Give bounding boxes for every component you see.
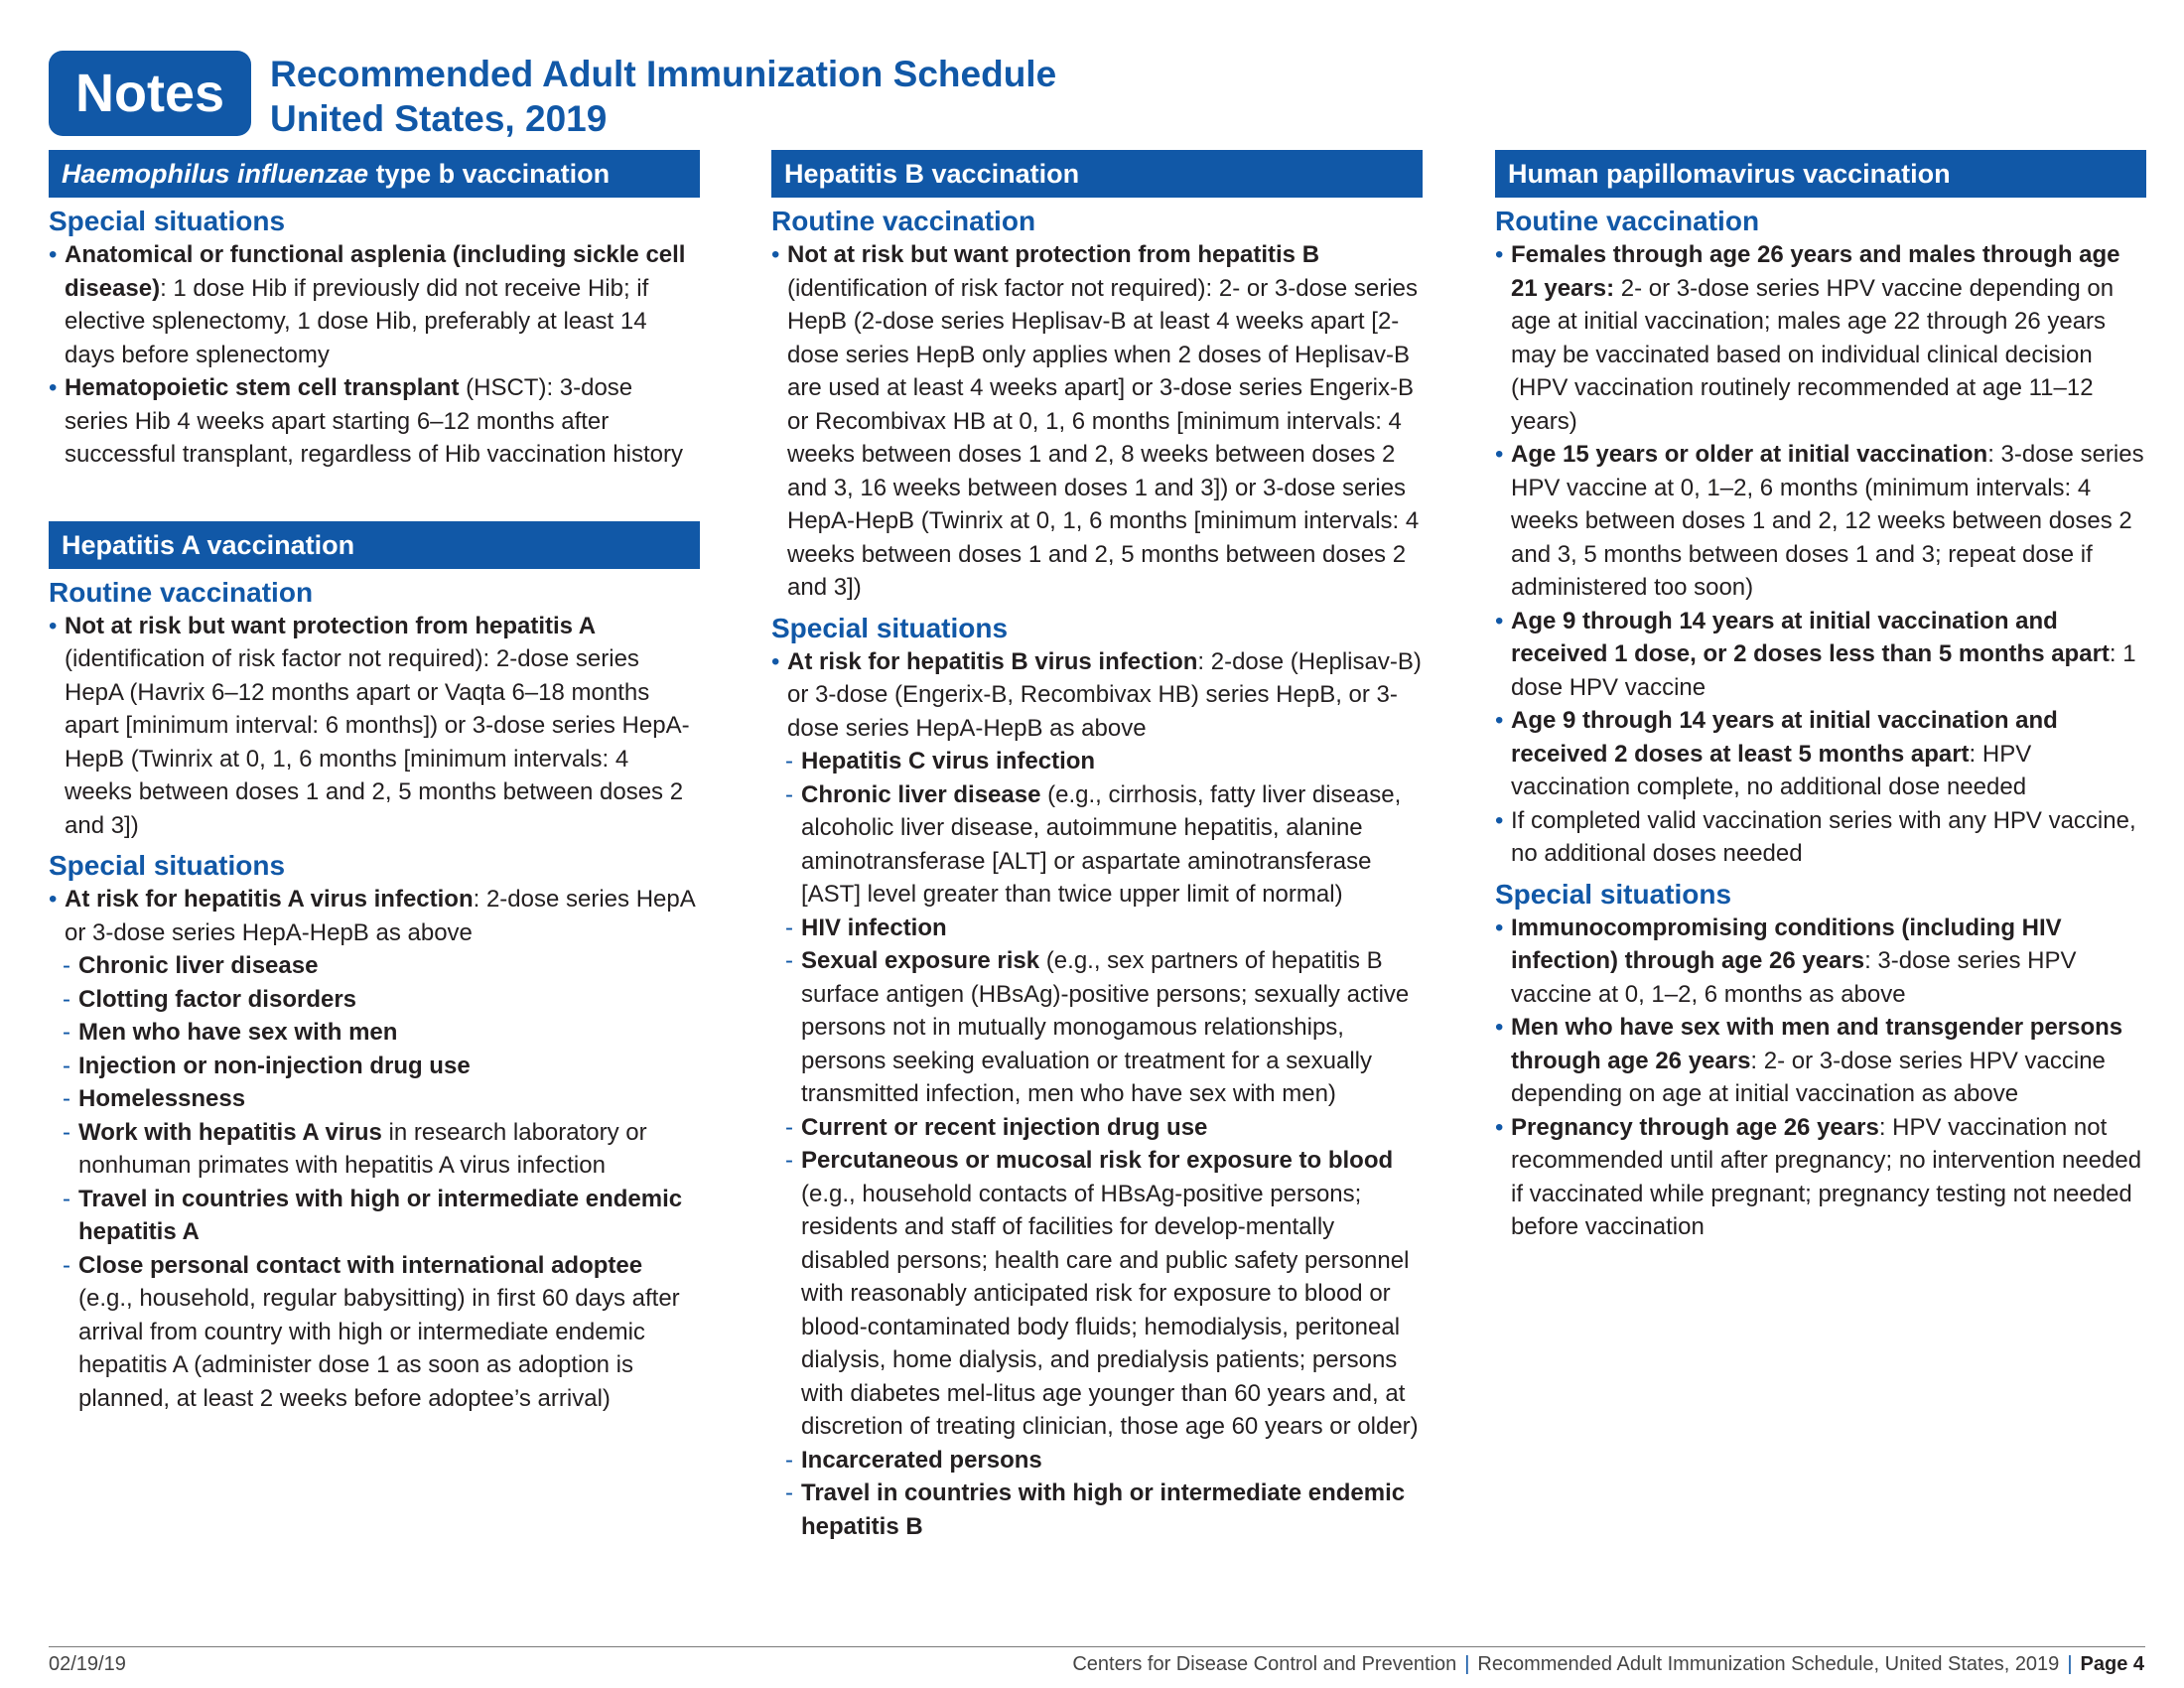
list-item: [1495, 605, 2146, 705]
item-bold-text: Age 15 years or older at initial vaccination: [1511, 441, 1988, 468]
dash-marker: -: [785, 1113, 793, 1141]
sub-list-item: [49, 1249, 700, 1416]
column-3: [1495, 150, 2146, 1244]
sub-list-item: [49, 983, 700, 1017]
bullet-marker: •: [771, 241, 780, 268]
dash-marker: -: [63, 1085, 70, 1112]
title-line-1: Recommended Adult Immunization Schedule: [270, 54, 1057, 94]
list-item: [771, 238, 1423, 605]
item-bold-text: Not at risk but want protection from hepatitis B: [787, 241, 1320, 268]
sub-list-item: [49, 1116, 700, 1183]
item-text: (e.g., household contacts of HBsAg-positive persons; residents and staff of facilities for develop-mentally disabled persons; health care and public safety personnel with reasonably anticipated risk for exposure to blood or blood-contaminated body fluids; hemodialysis, peritoneal dialysis, home dialysis, and predialysis patients; persons with diabetes mel-litus age younger than 60 years and, at discretion of treating clinician, those age 60 years or older): [801, 1180, 1419, 1440]
item-bold-text: At risk for hepatitis A virus infection: [65, 886, 474, 913]
sub-list-item: [49, 1082, 700, 1116]
document-title: [270, 52, 1056, 141]
sub-list-item: [771, 1444, 1423, 1477]
dash-marker: -: [63, 1052, 70, 1079]
section-header: [49, 521, 700, 569]
sub-list-item: [49, 949, 700, 983]
item-text: (HSCT): 3-dose series Hib 4 weeks apart starting 6–12 months after successful transplant, regardless of Hib vaccination history: [65, 374, 683, 468]
bullet-marker: •: [49, 241, 58, 268]
subsection-heading: Special situations: [49, 850, 286, 881]
item-bold-text: Not at risk but want protection from hepatitis A: [65, 612, 597, 639]
section-header: [1495, 150, 2146, 198]
dash-marker: -: [785, 947, 793, 974]
item-bold-text: Close personal contact with international adoptee: [78, 1251, 643, 1279]
list-item: [1495, 704, 2146, 804]
footer-info: [1072, 1653, 2144, 1676]
subsection-heading: Routine vaccination: [771, 206, 1036, 236]
item-text: (e.g., household, regular babysitting) in first 60 days after arrival from country with high or intermediate endemic hepatitis A (administer dose 1 as soon as adoption is planned, at least 2 weeks before adoptee’s arrival): [78, 1285, 680, 1412]
item-text: (identification of risk factor not required): 2-dose series HepA (Havrix 6–12 months apart or Vaqta 6–18 months apart [minimum interval: 6 months]) or 3-dose series HepA-HepB (Twinrix at 0, 1, 6 months [minimum intervals: 4 weeks between doses 1 and 2, 5 months between doses 2 and 3]): [65, 645, 690, 839]
bullet-marker: •: [1495, 1014, 1504, 1041]
list-item: [771, 645, 1423, 746]
section-header-text: Hepatitis A vaccination: [62, 529, 355, 560]
item-bold-text: Clotting factor disorders: [78, 985, 357, 1013]
sub-list-item: [49, 1183, 700, 1249]
section-header: [771, 150, 1423, 198]
title-line-2: United States, 2019: [270, 98, 608, 139]
list-item: [1495, 1011, 2146, 1111]
item-text: in research laboratory or nonhuman primates with hepatitis A virus infection: [78, 1118, 647, 1179]
dash-marker: -: [63, 952, 70, 979]
section-header-italic: Haemophilus influenzae: [62, 159, 369, 189]
item-text: (e.g., sex partners of hepatitis B surface antigen (HBsAg)-positive persons; sexually active persons not in mutually monogamous relationships, persons seeking evaluation or treatment for a sexually transmitted infection, men who have sex with men): [801, 947, 1410, 1107]
column-1: [49, 150, 700, 1415]
item-bold-text: Females through age 26 years and males through age 21 years:: [1511, 241, 2120, 302]
subsection-heading: Routine vaccination: [1495, 206, 1760, 236]
bullet-marker: •: [49, 886, 58, 913]
item-bold-text: Anatomical or functional asplenia (including sickle cell disease): [65, 241, 686, 302]
item-bold-text: Homelessness: [78, 1085, 246, 1112]
section-spacer: [49, 472, 700, 521]
item-bold-text: Incarcerated persons: [801, 1446, 1042, 1474]
dash-marker: -: [63, 985, 70, 1013]
bullet-marker: •: [1495, 914, 1504, 941]
dash-marker: -: [63, 1019, 70, 1046]
footer-divider: [49, 1646, 2145, 1647]
item-bold-text: At risk for hepatitis B virus infection: [787, 647, 1198, 675]
notes-badge: Notes: [49, 51, 251, 136]
item-text: 2- or 3-dose series HPV vaccine depending on age at initial vaccination; males age 22 through 26 years may be vaccinated based on individual clinical decision (HPV vaccination routinely recommended at age 11–12 years): [1511, 274, 2115, 435]
subsection-heading: Special situations: [1495, 878, 1732, 910]
footer-org: Centers for Disease Control and Prevention: [1072, 1653, 1457, 1675]
sub-list-item: [771, 1477, 1423, 1543]
dash-marker: -: [63, 1118, 70, 1146]
item-text: : 2-dose (Heplisav-B) or 3-dose (Engerix-B, Recombivax HB) series HepB, or 3-dose series HepA-HepB as above: [787, 647, 1422, 742]
section-header-text: type b vaccination: [368, 159, 611, 189]
item-bold-text: Immunocompromising conditions (including HIV infection) through age 26 years: [1511, 914, 2062, 974]
dash-marker: -: [63, 1251, 70, 1279]
item-bold-text: Percutaneous or mucosal risk for exposure to blood: [801, 1147, 1394, 1174]
list-item: [49, 238, 700, 371]
item-bold-text: Hematopoietic stem cell transplant: [65, 374, 460, 401]
list-item: [1495, 238, 2146, 438]
footer-date: 02/19/19: [49, 1653, 126, 1675]
dash-marker: -: [785, 780, 793, 808]
dash-marker: -: [785, 914, 793, 941]
sub-list-item: [771, 1111, 1423, 1145]
item-text: (identification of risk factor not required): 2- or 3-dose series HepB (2-dose series Heplisav-B at least 4 weeks apart [2-dose series HepB only applies when 2 doses of Heplisav-B are used at least 4 weeks apart] or 3-dose series Engerix-B or Recombivax HB at 0, 1, 6 months [minimum intervals: 4 weeks between doses 1 and 2, 8 weeks between doses 2 and 3, 16 weeks between doses 1 and 3]) or 3-dose series HepA-HepB (Twinrix at 0, 1, 6 months [minimum intervals: 4 weeks between doses 1 and 2, 5 months between doses 2 and 3]): [787, 274, 1420, 601]
item-bold-text: Injection or non-injection drug use: [78, 1052, 471, 1079]
footer-page-number: Page 4: [2080, 1653, 2144, 1675]
sub-list-item: [771, 944, 1423, 1111]
list-item: [1495, 1111, 2146, 1244]
bullet-marker: •: [1495, 707, 1504, 734]
list-item: [1495, 438, 2146, 605]
item-bold-text: Chronic liver disease: [801, 780, 1041, 808]
item-bold-text: Current or recent injection drug use: [801, 1113, 1208, 1141]
bullet-marker: •: [1495, 441, 1504, 468]
bullet-marker: •: [1495, 241, 1504, 268]
item-text: : 1 dose HPV vaccine: [1511, 640, 2136, 701]
footer-separator: |: [2067, 1653, 2073, 1675]
list-item: [1495, 804, 2146, 871]
item-text: : 3-dose series HPV vaccine at 0, 1–2, 6 months as above: [1511, 947, 2077, 1008]
dash-marker: -: [785, 1446, 793, 1474]
section-header-text: Human papillomavirus vaccination: [1508, 159, 1951, 189]
list-item: [49, 883, 700, 949]
footer-separator: |: [1464, 1653, 1470, 1675]
sub-list-item: [771, 778, 1423, 912]
bullet-marker: •: [1495, 607, 1504, 634]
item-text: : HPV vaccination not recommended until after pregnancy; no intervention needed if vaccinated while pregnant; pregnancy testing not needed before vaccination: [1511, 1113, 2142, 1240]
bullet-marker: •: [49, 374, 58, 401]
item-text: : 2- or 3-dose series HPV vaccine depending on age at initial vaccination as above: [1511, 1047, 2106, 1107]
dash-marker: -: [785, 1147, 793, 1174]
item-bold-text: Pregnancy through age 26 years: [1511, 1113, 1879, 1141]
footer-doc-title: Recommended Adult Immunization Schedule, United States, 2019: [1477, 1653, 2060, 1675]
item-bold-text: Travel in countries with high or intermediate endemic hepatitis A: [78, 1185, 683, 1245]
sub-list-item: [49, 1050, 700, 1083]
list-item: [49, 371, 700, 472]
item-text: : 1 dose Hib if previously did not receive Hib; if elective splenectomy, 1 dose Hib, preferably at least 14 days before splenectomy: [65, 274, 649, 368]
item-bold-text: Chronic liver disease: [78, 952, 319, 979]
bullet-marker: •: [771, 647, 780, 675]
bullet-marker: •: [1495, 806, 1504, 834]
item-bold-text: Men who have sex with men and transgender persons through age 26 years: [1511, 1014, 2123, 1074]
sub-list-item: [771, 1144, 1423, 1444]
item-text: : 3-dose series HPV vaccine at 0, 1–2, 6 months (minimum intervals: 4 weeks between doses 1 and 2, 12 weeks between doses 2 and 3, 5 months between doses 1 and 3; repeat dose if administered too soon): [1511, 441, 2144, 601]
item-bold-text: Men who have sex with men: [78, 1019, 398, 1046]
item-text: : 2-dose series HepA or 3-dose series HepA-HepB as above: [65, 886, 695, 946]
section-header: [49, 150, 700, 198]
item-bold-text: Travel in countries with high or intermediate endemic hepatitis B: [801, 1479, 1406, 1540]
item-text: : HPV vaccination complete, no additional dose needed: [1511, 740, 2032, 800]
column-2: [771, 150, 1423, 1543]
bullet-marker: •: [1495, 1113, 1504, 1141]
item-bold-text: Age 9 through 14 years at initial vaccination and received 1 dose, or 2 doses less than 5 months apart: [1511, 607, 2110, 667]
dash-marker: -: [63, 1185, 70, 1212]
sub-list-item: [49, 1016, 700, 1050]
subsection-heading: Special situations: [49, 206, 286, 236]
section-header-text: Hepatitis B vaccination: [784, 159, 1080, 189]
dash-marker: -: [785, 748, 793, 774]
item-text: If completed valid vaccination series with any HPV vaccine, no additional doses needed: [1511, 806, 2136, 867]
item-bold-text: Sexual exposure risk: [801, 947, 1040, 974]
item-bold-text: Age 9 through 14 years at initial vaccination and received 2 doses at least 5 months apart: [1511, 707, 2058, 768]
dash-marker: -: [785, 1479, 793, 1506]
list-item: [1495, 912, 2146, 1012]
list-item: [49, 610, 700, 843]
bullet-marker: •: [49, 612, 58, 639]
subsection-heading: Routine vaccination: [49, 576, 314, 608]
item-text: (e.g., cirrhosis, fatty liver disease, alcoholic liver disease, autoimmune hepatitis, alanine aminotransferase [ALT] or aspartate aminotransferase [AST] level greater than twice upper limit of normal): [801, 780, 1402, 908]
sub-list-item: [771, 745, 1423, 778]
item-bold-text: HIV infection: [801, 914, 947, 941]
subsection-heading: Special situations: [771, 612, 1009, 643]
sub-list-item: [771, 912, 1423, 945]
item-bold-text: Work with hepatitis A virus: [78, 1118, 382, 1146]
item-bold-text: Hepatitis C virus infection: [801, 748, 1096, 774]
